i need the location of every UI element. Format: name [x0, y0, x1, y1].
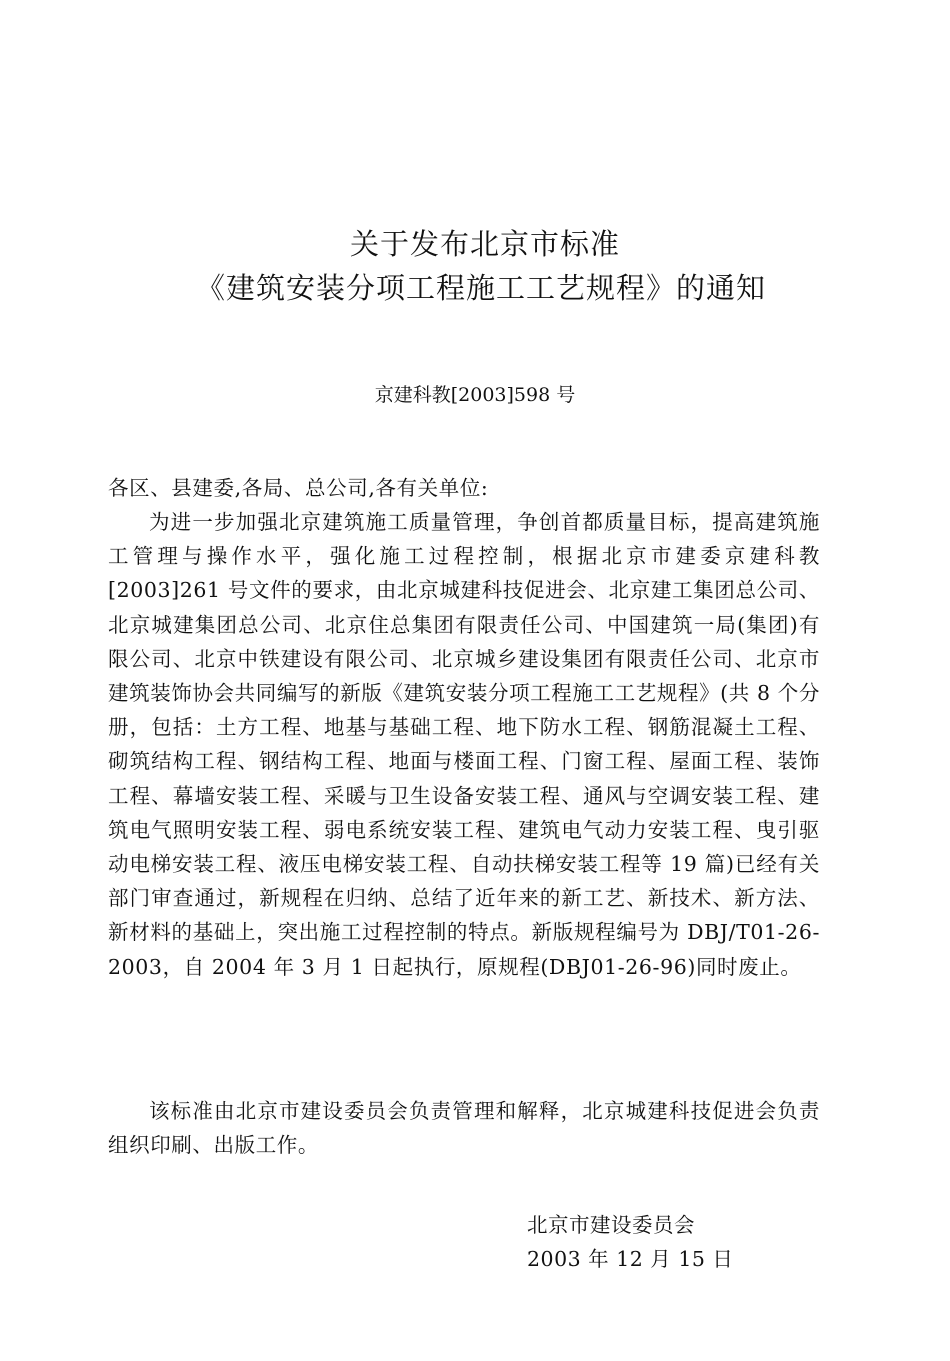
- signature-date: 2003 年 12 月 15 日: [527, 1247, 734, 1271]
- salutation: 各区、县建委,各局、总公司,各有关单位:: [108, 476, 489, 500]
- signature-organization: 北京市建设委员会: [527, 1213, 695, 1237]
- document-number: 京建科教[2003]598 号: [374, 384, 576, 406]
- body-paragraph-1: 为进一步加强北京建筑施工质量管理，争创首都质量目标，提高建筑施工管理与操作水平，强化施工过程控制，根据北京市建委京建科教[2003]261 号文件的要求，由北京城建科技促进会、北京建工集团总公司、北京城建集团总公司、北京住总集团有限责任公司、中国建筑一局(集团)有限公司、北京中铁建设有限公司、北京城乡建设集团有限责任公司、北京市建筑装饰协会共同编写的新版《建筑安装分项工程施工工艺规程》(共 8 个分册，包括：土方工程、地基与基础工程、地下防水工程、钢筋混凝土工程、砌筑结构工程、钢结构工程、地面与楼面工程、门窗工程、屋面工程、装饰工程、幕墙安装工程、采暖与卫生设备安装工程、通风与空调安装工程、建筑电气照明安装工程、弱电系统安装工程、建筑电气动力安装工程、曳引驱动电梯安装工程、液压电梯安装工程、自动扶梯安装工程等 19 篇)已经有关部门审查通过，新规程在归纳、总结了近年来的新工艺、新技术、新方法、新材料的基础上，突出施工过程控制的特点。新版规程编号为 DBJ/T01-26-2003，自 2004 年 3 月 1 日起执行，原规程(DBJ01-26-96)同时废止。: [108, 510, 820, 979]
- body-paragraph-2: 该标准由北京市建设委员会负责管理和解释，北京城建科技促进会负责组织印刷、出版工作。: [108, 1099, 820, 1158]
- page-title-line-1: 关于发布北京市标准: [349, 227, 620, 261]
- page-title-line-2: 《建筑安装分项工程施工工艺规程》的通知: [195, 271, 766, 305]
